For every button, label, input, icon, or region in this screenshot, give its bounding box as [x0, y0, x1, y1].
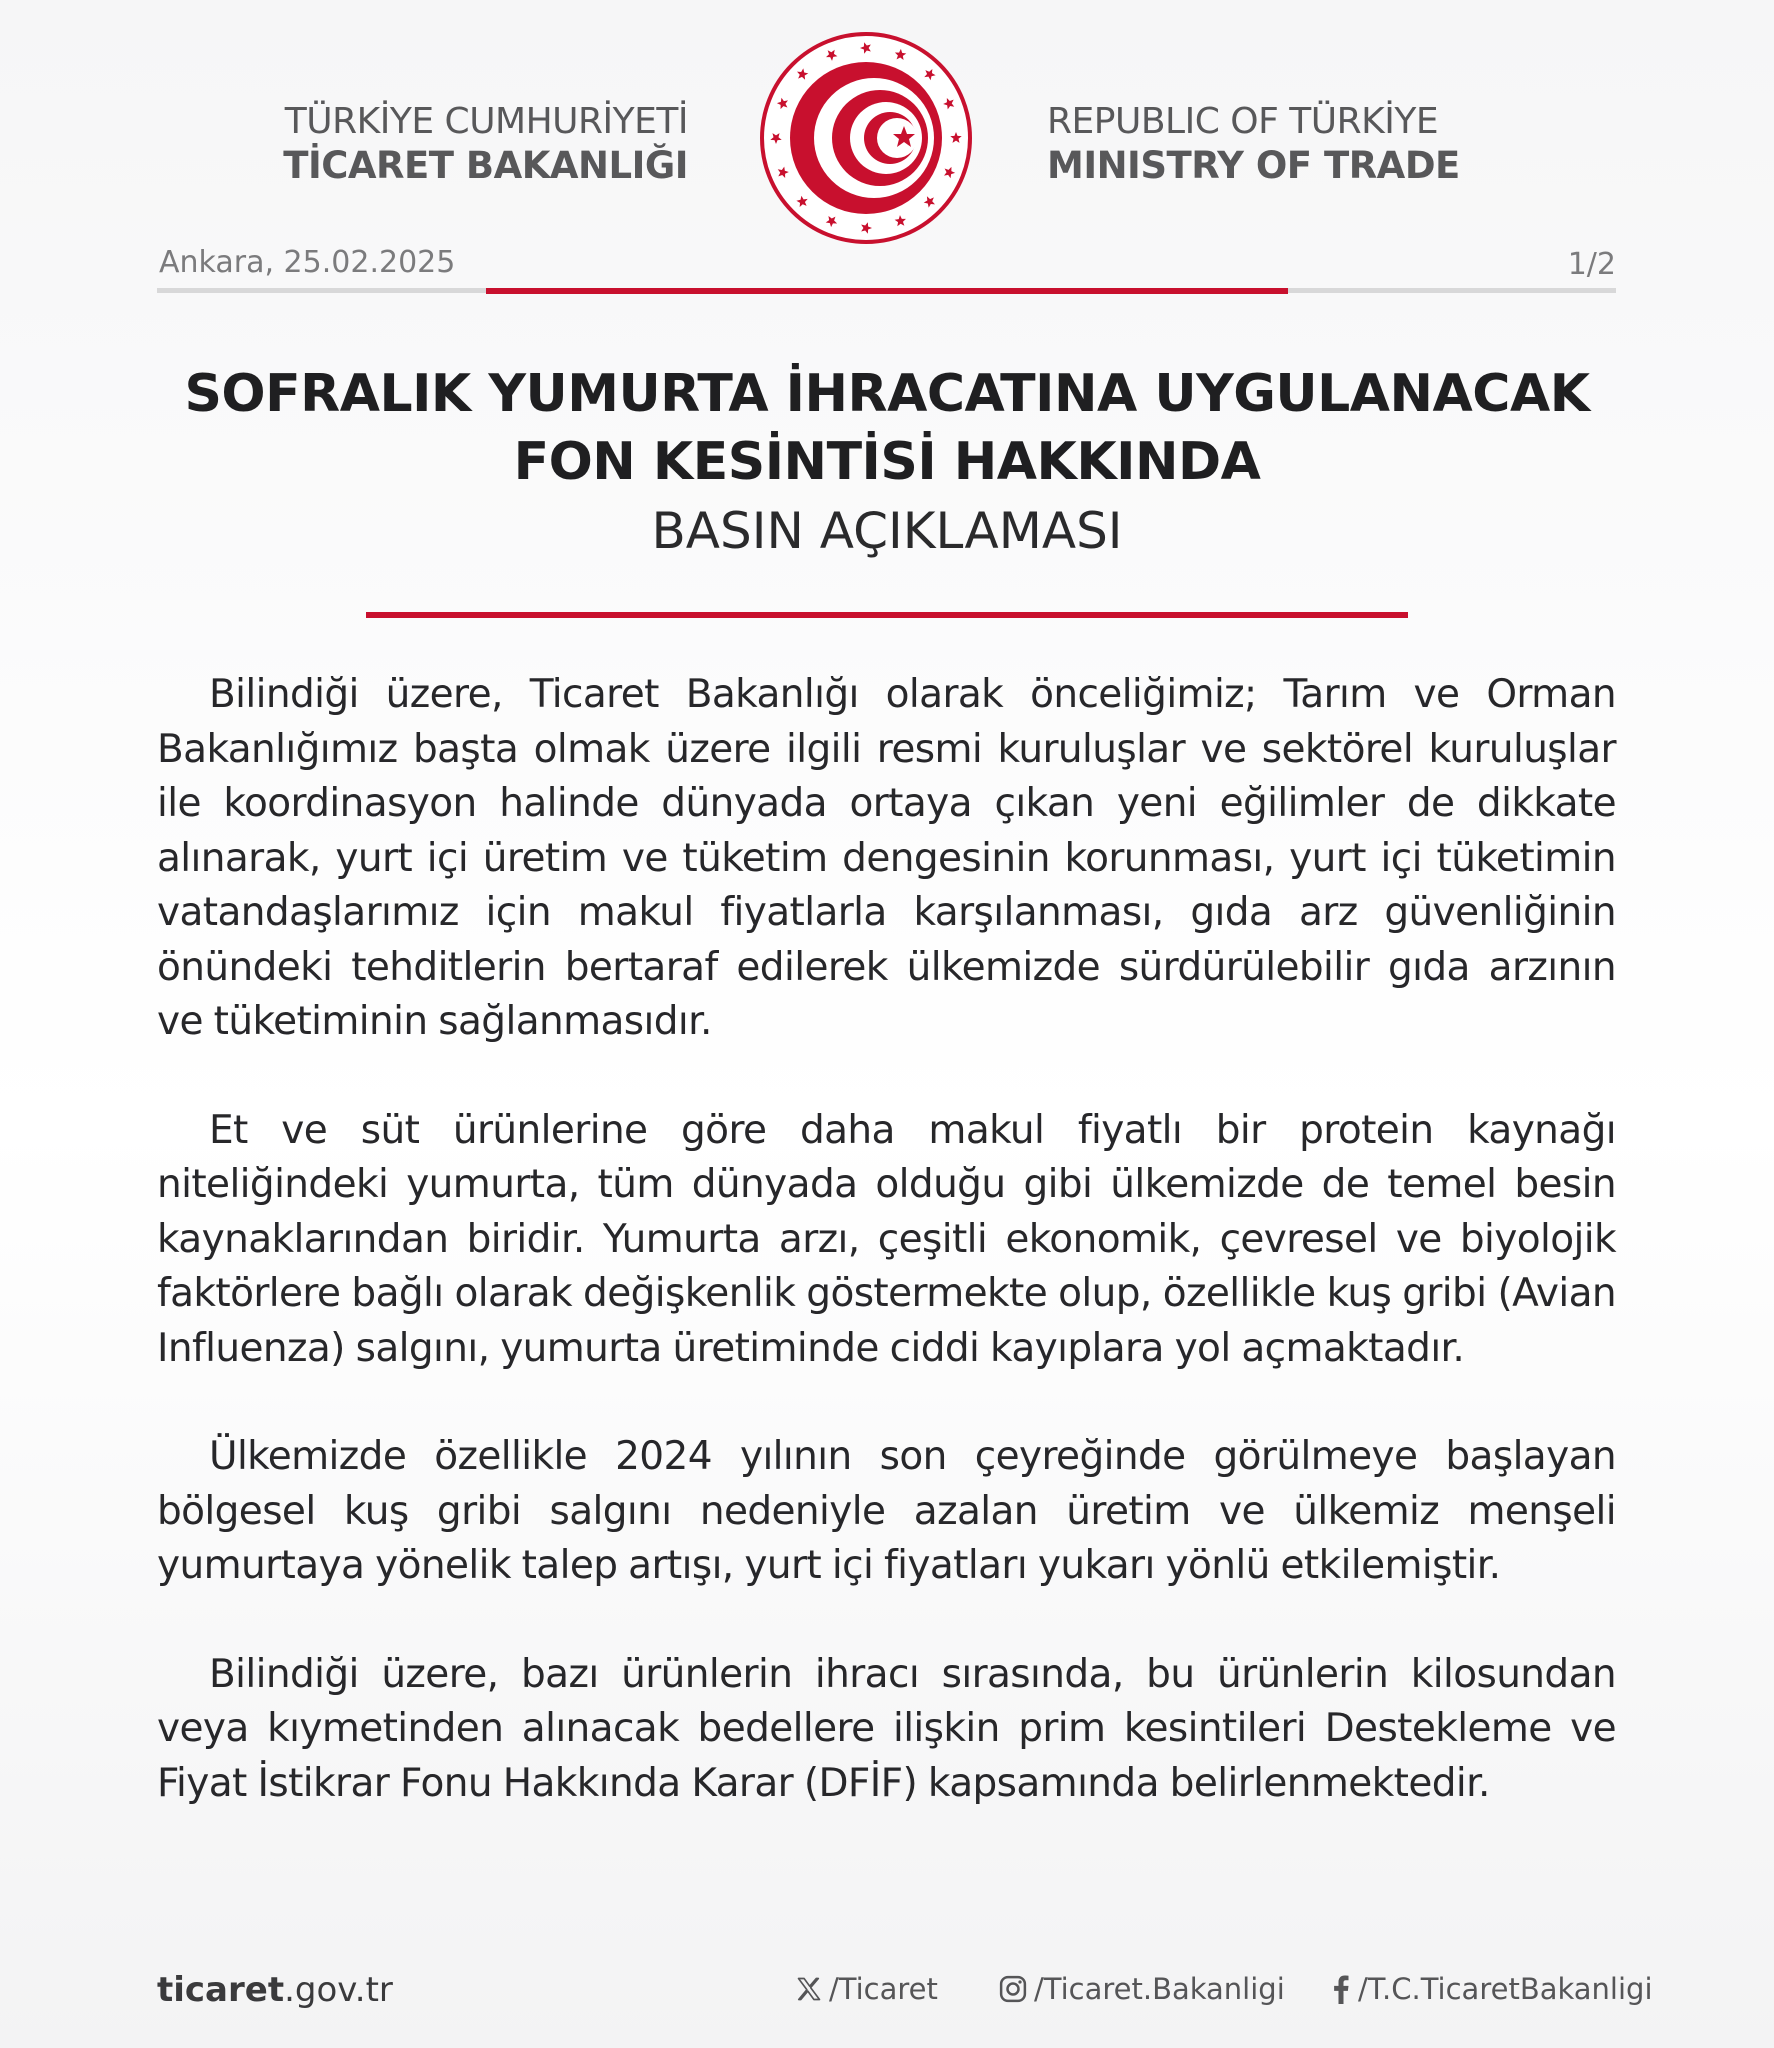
page-number: 1/2 [1567, 247, 1616, 282]
document-title [120, 360, 1654, 566]
instagram-icon [998, 1974, 1028, 2004]
ministry-name-en: MINISTRY OF TRADE [1047, 144, 1460, 187]
ministry-name-turkish [283, 100, 688, 188]
website-bold: ticaret [157, 1970, 285, 2010]
document-body [157, 668, 1616, 1865]
website-link[interactable] [157, 1970, 393, 2010]
title-line-1: SOFRALIK YUMURTA İHRACATINA UYGULANACAK [184, 364, 1590, 424]
facebook-icon [1330, 1974, 1352, 2004]
footer [0, 1970, 1774, 2020]
header-divider-accent [486, 288, 1288, 294]
republic-name-en: REPUBLIC OF TÜRKİYE [1047, 101, 1439, 142]
facebook-handle: /T.C.TicaretBakanligi [1358, 1972, 1653, 2006]
paragraph-2: Et ve süt ürünlerine göre daha makul fiyatlı bir protein kaynağı niteliğindeki yumurta, tüm dünyada olduğu gibi ülkemizde de temel besin kaynaklarından biridir. Yumurta arzı, çeşitli ekonomik, çevresel ve biyolojik faktörlere bağlı olarak değişkenlik göstermekte olup, özellikle kuş gribi (Avian Influenza) salgını, yumurta üretiminde ciddi kayıplara yol açmaktadır. [157, 1107, 1616, 1371]
paragraph-1: Bilindiği üzere, Ticaret Bakanlığı olarak önceliğimiz; Tarım ve Orman Bakanlığımız başta olmak üzere ilgili resmi kuruluşlar ve sektörel kuruluşlar ile koordinasyon halinde dünyada ortaya çıkan yeni eğilimler de dikkate alınarak, yurt içi üretim ve tüketim dengesinin korunması, yurt içi tüketimin vatandaşlarımız için makul fiyatlarla karşılanması, gıda arz güvenliğinin önündeki tehditlerin bertaraf edilerek ülkemizde sürdürülebilir gıda arzının ve tüketiminin sağlanmasıdır. [157, 672, 1616, 1044]
letterhead [0, 0, 1774, 250]
title-divider [366, 612, 1408, 618]
document-date: Ankara, 25.02.2025 [159, 245, 456, 280]
paragraph-3: Ülkemizde özellikle 2024 yılının son çeyreğinde görülmeye başlayan bölgesel kuş gribi salgını nedeniyle azalan üretim ve ülkemiz menşeli yumurtaya yönelik talep artışı, yurt içi fiyatları yukarı yönlü etkilemiştir. [157, 1434, 1616, 1588]
republic-name-tr: TÜRKİYE CUMHURİYETİ [284, 101, 688, 142]
x-link[interactable] [795, 1972, 938, 2006]
x-icon [795, 1975, 823, 2003]
ministry-name-english [1047, 100, 1460, 188]
title-line-2: FON KESİNTİSİ HAKKINDA [513, 432, 1261, 492]
facebook-link[interactable] [1330, 1972, 1653, 2006]
instagram-handle: /Ticaret.Bakanligi [1034, 1972, 1285, 2006]
ministry-name-tr: TİCARET BAKANLIĞI [283, 144, 688, 187]
paragraph-4: Bilindiği üzere, bazı ürünlerin ihracı sırasında, bu ürünlerin kilosundan veya kıymetinden alınacak bedellere ilişkin prim kesintileri Destekleme ve Fiyat İstikrar Fonu Hakkında Karar (DFİF) kapsamında belirlenmektedir. [157, 1651, 1616, 1806]
website-domain: .gov.tr [284, 1970, 393, 2010]
instagram-link[interactable] [998, 1972, 1285, 2006]
document-subtitle: BASIN AÇIKLAMASI [651, 502, 1123, 560]
x-handle: /Ticaret [829, 1972, 938, 2006]
ministry-emblem-icon [758, 30, 974, 246]
